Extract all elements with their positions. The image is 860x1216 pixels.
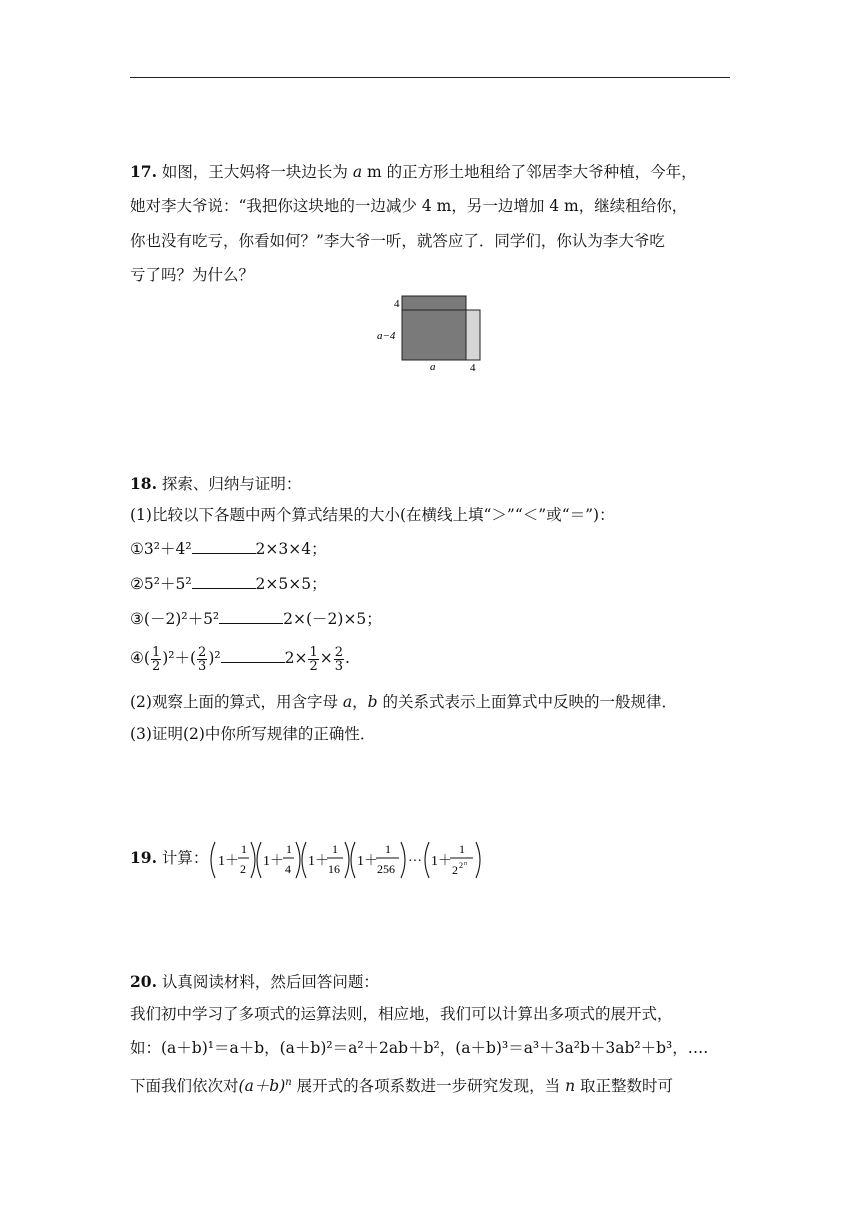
term-one: 1＋	[357, 854, 378, 869]
term-one: 1＋	[431, 854, 452, 869]
denominator-base: 2	[452, 863, 458, 877]
q20-line1: 我们初中学习了多项式的运算法则，相应地，我们可以计算出多项式的展开式，	[130, 1005, 673, 1023]
denominator: 4	[285, 862, 291, 876]
denominator-exponent: 2	[459, 861, 463, 870]
q18-part2: (2)观察上面的算式，用含字母 a，b 的关系式表示上面算式中反映的一般规律．	[130, 693, 678, 711]
q19-title: 19. 计算：	[130, 848, 209, 867]
term-one: 1＋	[218, 854, 239, 869]
denominator-exponent-n: n	[464, 861, 467, 867]
q17-line2: 她对李大爷说：“我把你这块地的一边减少 4 m，另一边增加 4 m，继续租给你，	[130, 197, 688, 215]
denominator: 16	[328, 862, 340, 876]
ellipsis: ···	[408, 854, 422, 869]
q20-title: 20. 认真阅读材料，然后回答问题：	[130, 972, 379, 991]
q18-title: 18. 探索、归纳与证明：	[130, 474, 302, 493]
denominator: 256	[377, 862, 395, 876]
q17-line1: 17. 如图，王大妈将一块边长为 a m 的正方形土地租给了邻居李大爷种植，今年，	[130, 162, 697, 181]
q18-item3: ③(－2)²＋5² 2×(－2)×5；	[130, 610, 382, 628]
q17-figure	[372, 292, 492, 374]
original-square	[402, 296, 466, 360]
answer-blank[interactable]	[192, 539, 256, 554]
q18-item1: ①3²＋4² 2×3×4；	[130, 540, 327, 558]
label-right-4: 4	[470, 362, 476, 374]
answer-blank[interactable]	[221, 648, 285, 663]
q18-part3: (3)证明(2)中你所写规律的正确性．	[130, 725, 376, 743]
answer-blank[interactable]	[192, 574, 256, 589]
fraction: $\frac{1}{2}$	[151, 644, 161, 674]
q19-expression	[205, 838, 490, 882]
term-one: 1＋	[263, 854, 284, 869]
numerator: 1	[286, 842, 292, 856]
q20-line3: 下面我们依次对$(a+b)^n$ 展开式的各项系数进一步研究发现，当 n 取正整数时可	[130, 1077, 674, 1096]
fraction: $\frac{1}{2}$	[309, 644, 318, 674]
fraction: $\frac{2}{3}$	[198, 644, 207, 674]
label-a-minus-4: a−4	[377, 330, 396, 342]
label-top-4: 4	[394, 298, 400, 310]
answer-blank[interactable]	[219, 609, 283, 624]
numerator: 1	[332, 842, 338, 856]
header-rule	[130, 77, 730, 78]
numerator: 1	[385, 842, 391, 856]
q20-line2: 如：(a＋b)¹＝a＋b，(a＋b)²＝a²＋2ab＋b²，(a＋b)³＝a³＋3a²b＋3ab²＋b³，….	[130, 1039, 709, 1057]
term-one: 1＋	[308, 854, 329, 869]
denominator: 2	[240, 862, 246, 876]
q18-item4: ④( $\frac{1}{2}$ )²＋( $\frac{2}{3}$ )² 2× $\frac{1}{2}$ × $\frac{2}{3}$ .	[130, 644, 350, 674]
q17-line4: 亏了吗？为什么？	[130, 266, 255, 284]
numerator: 1	[241, 842, 247, 856]
q17-number: 17.	[130, 162, 157, 181]
q18-item2: ②5²＋5² 2×5×5；	[130, 575, 327, 593]
numerator: 1	[459, 842, 465, 856]
fraction: $\frac{2}{3}$	[334, 644, 344, 674]
q17-line3: 你也没有吃亏，你看如何？”李大爷一听，就答应了．同学们，你认为李大爷吃	[130, 232, 665, 250]
q18-part1: (1)比较以下各题中两个算式结果的大小(在横线上填“＞”“＜”或“＝”)：	[130, 506, 615, 524]
label-a: a	[430, 361, 436, 373]
